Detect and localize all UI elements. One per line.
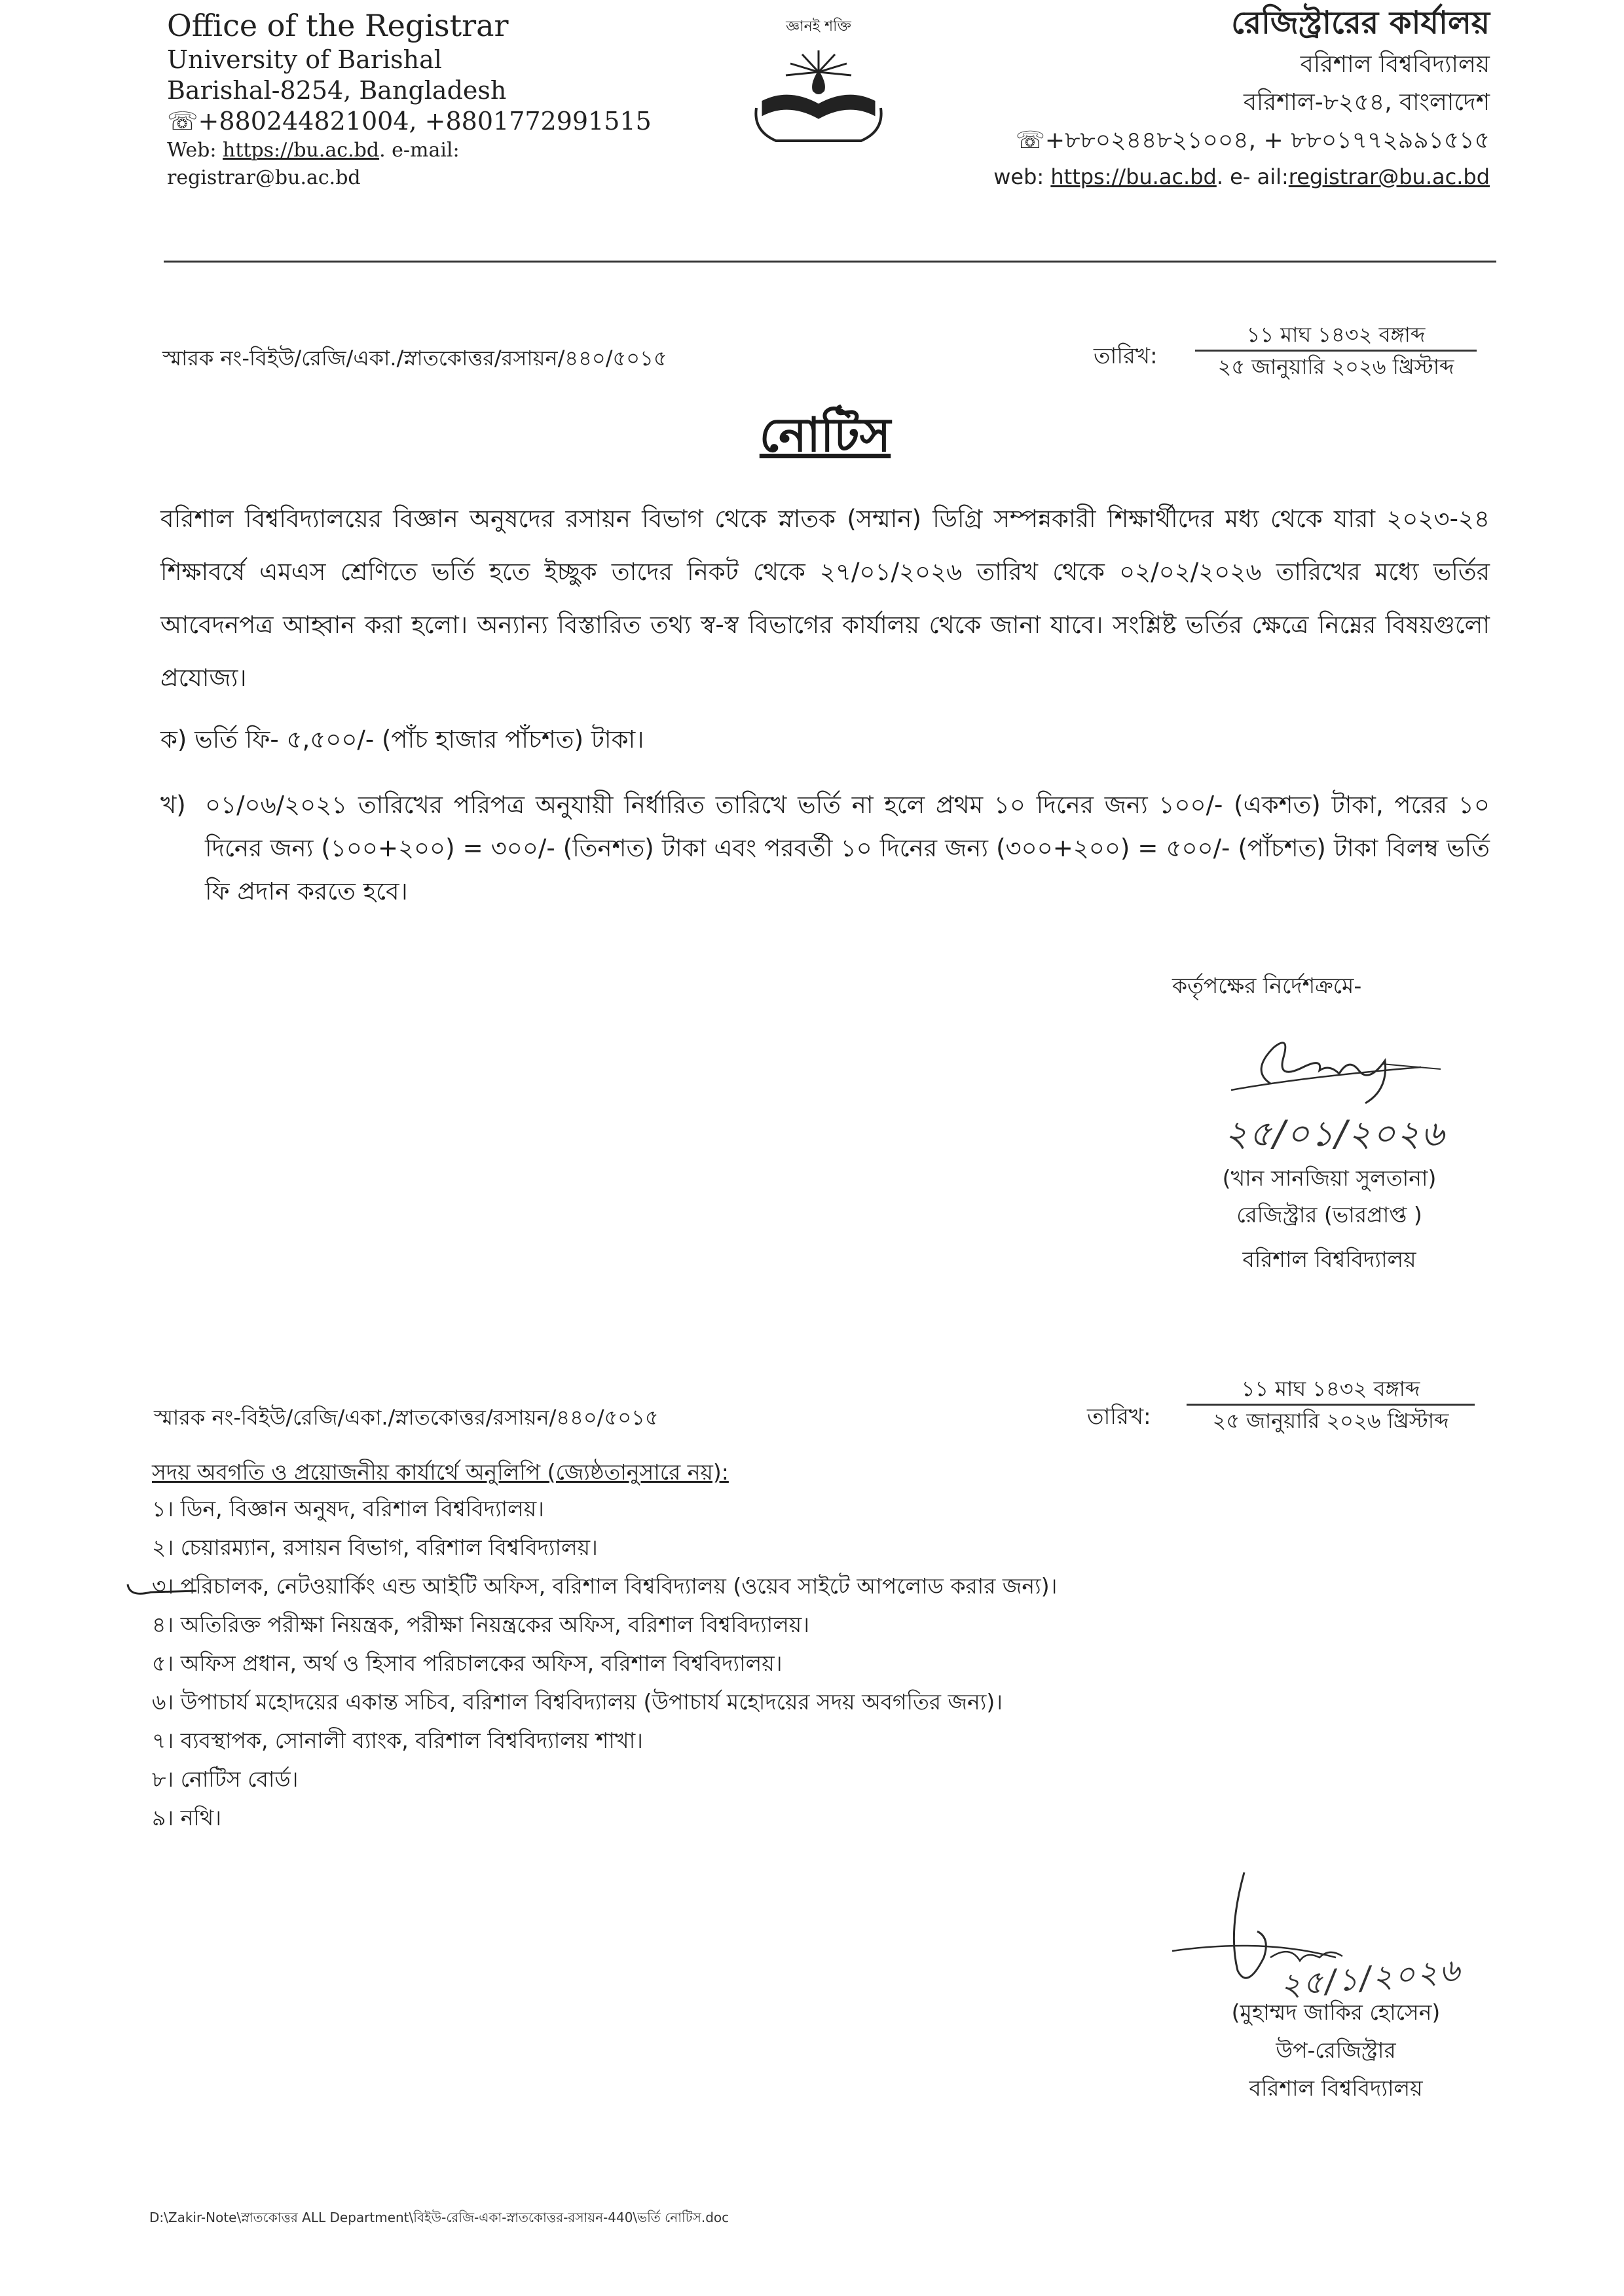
office-name-en: Office of the Registrar bbox=[167, 8, 509, 43]
phone-icon: ☏ bbox=[1015, 127, 1045, 154]
item-marker: খ) bbox=[160, 791, 186, 819]
cc-list bbox=[152, 1455, 1396, 1837]
signatory-1-org: বরিশাল বিশ্ববিদ্যালয় bbox=[1242, 1247, 1416, 1272]
address-bn: বরিশাল-৮২৫৪, বাংলাদেশ bbox=[1244, 89, 1490, 116]
phone-row-bn bbox=[900, 122, 1490, 160]
phone-row-en bbox=[167, 106, 704, 137]
memo-number-copy: স্মারক নং-বিইউ/রেজি/একা./স্নাতকোত্তর/রসায়ন/৪৪০/৫০১৫ bbox=[154, 1405, 659, 1430]
signatory-2-name: (মুহাম্মদ জাকির হোসেন) bbox=[1231, 1999, 1441, 2025]
email-label-bn: . e- ail: bbox=[1216, 164, 1289, 189]
signatory-1-name: (খান সানজিয়া সুলতানা) bbox=[1222, 1165, 1437, 1191]
signatory-1-block bbox=[1166, 1160, 1493, 1278]
date-block bbox=[1195, 319, 1477, 382]
signatory-1-title: রেজিস্ট্রার (ভারপ্রাপ্ত ) bbox=[1236, 1202, 1422, 1228]
item-text: ভর্তি ফি- ৫,৫০০/- (পাঁচ হাজার পাঁচশত) টাকা। bbox=[194, 725, 644, 754]
file-path-footer: D:\Zakir-Note\স্নাতকোত্তর ALL Department\বিইউ-রেজি-একা-স্নাতকোত্তর-রসায়ন-440\ভর্তি নোটিস.doc bbox=[149, 2210, 729, 2225]
web-email-row-bn bbox=[900, 160, 1490, 194]
handwritten-date-2: ২৫/১/২০২৬ bbox=[1278, 1952, 1464, 2005]
item-marker: ক) bbox=[160, 725, 187, 754]
list-item bbox=[160, 720, 1490, 759]
date-gregorian-copy: ২৫ জানুয়ারি ২০২৬ খ্রিস্টাব্দ bbox=[1187, 1404, 1475, 1436]
web-link-bn[interactable]: https://bu.ac.bd bbox=[1050, 164, 1217, 189]
signature-1-icon bbox=[1225, 1018, 1460, 1110]
letterhead-divider bbox=[164, 261, 1496, 263]
logo-name: বরিশাল বিশ্ববিদ্যালয় bbox=[784, 128, 853, 137]
cc-item: ৩। পরিচালক, নেটওয়ার্কিং এন্ড আইটি অফিস, বরিশাল বিশ্ববিদ্যালয় (ওয়েব সাইটে আপলোড করার জন্য)। bbox=[152, 1573, 1058, 1599]
web-label-bn: web: bbox=[993, 164, 1051, 189]
date-bangla: ১১ মাঘ ১৪৩২ বঙ্গাব্দ bbox=[1246, 322, 1426, 347]
web-link-en[interactable]: https://bu.ac.bd bbox=[223, 139, 380, 162]
address-en: Barishal-8254, Bangladesh bbox=[167, 76, 507, 105]
list-item bbox=[160, 784, 1490, 913]
web-row-en bbox=[167, 137, 704, 164]
cc-item: ৪। অতিরিক্ত পরীক্ষা নিয়ন্ত্রক, পরীক্ষা নিয়ন্ত্রকের অফিস, বরিশাল বিশ্ববিদ্যালয়। bbox=[152, 1612, 810, 1637]
date-gregorian: ২৫ জানুয়ারি ২০২৬ খ্রিস্টাব্দ bbox=[1195, 350, 1477, 382]
signatory-2-org: বরিশাল বিশ্ববিদ্যালয় bbox=[1249, 2075, 1423, 2101]
university-name-bn: বরিশাল বিশ্ববিদ্যালয় bbox=[1300, 51, 1490, 78]
date-label: তারিখ: bbox=[1094, 343, 1158, 369]
phone-icon: ☏ bbox=[167, 107, 198, 136]
tick-mark-icon bbox=[124, 1578, 203, 1604]
email-link-bn[interactable]: registrar@bu.ac.bd bbox=[1288, 164, 1490, 189]
date-block-copy bbox=[1187, 1374, 1475, 1436]
web-label-en: Web: bbox=[167, 139, 223, 162]
university-name-en: University of Barishal bbox=[167, 45, 442, 74]
letterhead-bangla bbox=[900, 0, 1490, 194]
notice-body: বরিশাল বিশ্ববিদ্যালয়ের বিজ্ঞান অনুষদের রসায়ন বিভাগ থেকে স্নাতক (সম্মান) ডিগ্রি সম্পন্নকারী শিক্ষার্থীদের মধ্য থেকে যারা ২০২৩-২৪ শিক্ষাবর্ষে এমএস শ্রেণিতে ভর্তি হতে ইচ্ছুক তাদের নিকট থেকে ২৭/০১/২০২৬ তারিখ থেকে ০২/০২/২০২৬ তারিখের মধ্যে ভর্তির আবেদনপত্র আহ্বান করা হলো। অন্যান্য বিস্তারিত তথ্য স্ব-স্ব বিভাগের কার্যালয় থেকে জানা যাবে। সংশ্লিষ্ট ভর্তির ক্ষেত্রে নিম্নের বিষয়গুলো প্রযোজ্য। bbox=[160, 505, 1490, 692]
item-text: ০১/০৬/২০২১ তারিখের পরিপত্র অনুযায়ী নির্ধারিত তারিখে ভর্তি না হলে প্রথম ১০ দিনের জন্য ১০০/- (একশত) টাকা, পরের ১০ দিনের জন্য (১০০+২০০) = ৩০০/- (তিনশত) টাকা এবং পরবর্তী ১০ দিনের জন্য (৩০০+২০০) = ৫০০/- (পাঁচশত) টাকা বিলম্ব ভর্তি ফি প্রদান করতে হবে। bbox=[205, 791, 1490, 905]
phone-en: +880244821004, +8801772991515 bbox=[198, 107, 652, 136]
cc-item: ৭। ব্যবস্থাপক, সোনালী ব্যাংক, বরিশাল বিশ্ববিদ্যালয় শাখা। bbox=[152, 1728, 643, 1753]
cc-item: ২। চেয়ারম্যান, রসায়ন বিভাগ, বরিশাল বিশ্ববিদ্যালয়। bbox=[152, 1535, 598, 1560]
signatory-2-title: উপ-রেজিস্ট্রার bbox=[1276, 2037, 1396, 2063]
cc-item: ১। ডিন, বিজ্ঞান অনুষদ, বরিশাল বিশ্ববিদ্যালয়। bbox=[152, 1496, 544, 1522]
notice-title: নোটিস bbox=[759, 407, 891, 462]
office-name-bn: রেজিস্ট্রারের কার্যালয় bbox=[1231, 5, 1490, 41]
cc-item: ৯। নথি। bbox=[152, 1805, 222, 1831]
date-bangla-copy: ১১ মাঘ ১৪৩২ বঙ্গাব্দ bbox=[1241, 1376, 1420, 1401]
email-en[interactable]: registrar@bu.ac.bd bbox=[167, 166, 361, 189]
university-logo bbox=[737, 10, 900, 151]
logo-motto: জ্ঞানই শক্তি bbox=[786, 18, 851, 35]
signatory-2-block bbox=[1172, 1994, 1500, 2107]
cc-item: ৮। নোটিস বোর্ড। bbox=[152, 1766, 299, 1792]
letterhead-english bbox=[167, 7, 704, 192]
handwritten-date-1: ২৫/০১/২০২৬ bbox=[1225, 1113, 1446, 1154]
cc-item: ৬। উপাচার্য মহোদয়ের একান্ত সচিব, বরিশাল বিশ্ববিদ্যালয় (উপাচার্য মহোদয়ের সদয় অবগতির জন্য)। bbox=[152, 1689, 1003, 1715]
date-label-copy: তারিখ: bbox=[1087, 1404, 1151, 1430]
email-label-en: . e-mail: bbox=[379, 139, 460, 162]
cc-heading: সদয় অবগতি ও প্রয়োজনীয় কার্যার্থে অনুলিপি (জ্যেষ্ঠতানুসারে নয়): bbox=[152, 1459, 729, 1485]
phone-bn: +৮৮০২৪৪৮২১০০৪, + ৮৮০১৭৭২৯৯১৫১৫ bbox=[1044, 127, 1490, 154]
memo-number: স্মারক নং-বিইউ/রেজি/একা./স্নাতকোত্তর/রসায়ন/৪৪০/৫০১৫ bbox=[162, 346, 667, 371]
authority-line: কর্তৃপক্ষের নির্দেশক্রমে- bbox=[1172, 973, 1362, 998]
cc-item: ৫। অফিস প্রধান, অর্থ ও হিসাব পরিচালকের অফিস, বরিশাল বিশ্ববিদ্যালয়। bbox=[152, 1650, 783, 1676]
